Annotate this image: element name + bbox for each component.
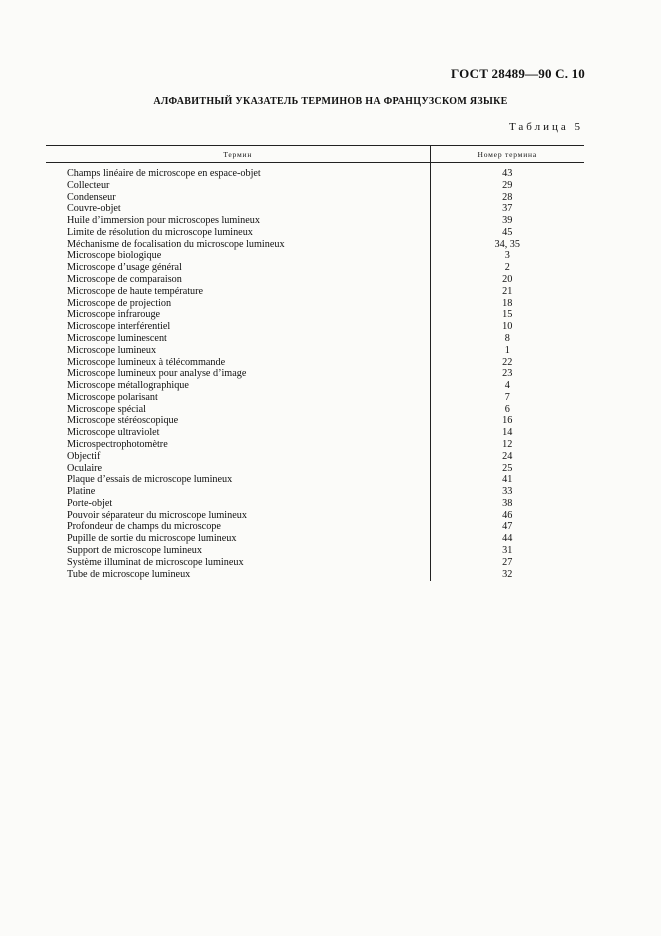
page-title: АЛФАВИТНЫЙ УКАЗАТЕЛЬ ТЕРМИНОВ НА ФРАНЦУЗСКОМ ЯЗЫКЕ xyxy=(153,96,508,107)
term-cell: Microscope polarisant xyxy=(67,391,158,403)
table-row xyxy=(46,451,584,463)
term-number-cell: 33 xyxy=(430,486,584,498)
table-row xyxy=(46,309,584,321)
term-number-cell: 22 xyxy=(430,357,584,369)
term-cell: Profondeur de champs du microscope xyxy=(67,521,221,533)
term-number-cell: 14 xyxy=(430,427,584,439)
term-cell: Objectif xyxy=(67,450,101,462)
term-number-cell: 27 xyxy=(430,557,584,569)
column-header-term: Термин xyxy=(46,146,430,163)
table-row xyxy=(46,380,584,392)
term-cell: Plaque d’essais de microscope lumineux xyxy=(67,474,233,486)
term-number-cell: 39 xyxy=(430,215,584,227)
term-cell: Tube de microscope lumineux xyxy=(67,568,191,580)
terms-table-container xyxy=(46,145,584,581)
table-row xyxy=(46,392,584,404)
term-number-cell: 15 xyxy=(430,309,584,321)
table-row xyxy=(46,203,584,215)
term-number-cell: 21 xyxy=(430,286,584,298)
term-cell: Microscope stéréoscopique xyxy=(67,415,179,427)
table-row xyxy=(46,510,584,522)
term-number-cell: 3 xyxy=(430,250,584,262)
term-cell: Microscope métallographique xyxy=(67,380,189,392)
table-row xyxy=(46,274,584,286)
term-cell: Microscope d’usage général xyxy=(67,262,182,274)
term-cell: Champs linéaire de microscope en espace-objet xyxy=(67,168,261,179)
term-number-cell: 46 xyxy=(430,510,584,522)
term-number-cell: 7 xyxy=(430,392,584,404)
term-cell: Microscope de comparaison xyxy=(67,274,182,286)
term-number-cell: 1 xyxy=(430,345,584,357)
table-row xyxy=(46,427,584,439)
table-row xyxy=(46,321,584,333)
term-cell: Système illuminat de microscope lumineux xyxy=(67,556,244,568)
term-number-cell: 20 xyxy=(430,274,584,286)
table-row xyxy=(46,250,584,262)
term-number-cell: 2 xyxy=(430,262,584,274)
table-row xyxy=(46,163,584,180)
table-row xyxy=(46,439,584,451)
term-cell: Couvre-objet xyxy=(67,203,121,215)
table-row xyxy=(46,569,584,582)
term-cell: Support de microscope lumineux xyxy=(67,545,202,556)
term-cell: Microspectrophotomètre xyxy=(67,438,168,450)
table-row xyxy=(46,239,584,251)
table-row xyxy=(46,345,584,357)
term-number-cell: 47 xyxy=(430,521,584,533)
term-cell: Oculaire xyxy=(67,462,103,474)
term-number-cell: 23 xyxy=(430,368,584,380)
term-cell: Microscope infrarouge xyxy=(67,309,161,321)
term-cell: Microscope spécial xyxy=(67,403,146,415)
table-row xyxy=(46,192,584,204)
term-number-cell: 44 xyxy=(430,533,584,545)
term-cell: Microscope ultraviolet xyxy=(67,427,160,439)
term-cell: Porte-objet xyxy=(67,497,113,509)
table-row xyxy=(46,368,584,380)
term-number-cell: 32 xyxy=(430,569,584,582)
table-caption: Таблица 5 xyxy=(508,121,583,133)
table-row xyxy=(46,557,584,569)
term-cell: Microscope lumineux pour analyse d’image xyxy=(67,368,247,380)
table-row xyxy=(46,463,584,475)
table-row xyxy=(46,545,584,557)
table-row xyxy=(46,474,584,486)
column-header-number: Номер термина xyxy=(430,146,584,163)
table-row xyxy=(46,404,584,416)
term-number-cell: 38 xyxy=(430,498,584,510)
term-number-cell: 18 xyxy=(430,298,584,310)
term-cell: Microscope lumineux à télécommande xyxy=(67,356,226,368)
table-row xyxy=(46,215,584,227)
term-number-cell: 45 xyxy=(430,227,584,239)
table-row xyxy=(46,521,584,533)
term-number-cell: 24 xyxy=(430,451,584,463)
table-row xyxy=(46,533,584,545)
term-number-cell: 4 xyxy=(430,380,584,392)
term-cell: Platine xyxy=(67,486,96,498)
table-row xyxy=(46,298,584,310)
term-cell: Microscope interférentiel xyxy=(67,321,171,333)
table-row xyxy=(46,357,584,369)
term-number-cell: 10 xyxy=(430,321,584,333)
term-number-cell: 6 xyxy=(430,404,584,416)
table-row xyxy=(46,498,584,510)
term-number-cell: 28 xyxy=(430,192,584,204)
term-number-cell: 31 xyxy=(430,545,584,557)
terms-table xyxy=(46,145,584,581)
term-number-cell: 29 xyxy=(430,180,584,192)
term-number-cell: 8 xyxy=(430,333,584,345)
term-cell: Microscope luminescent xyxy=(67,332,167,344)
term-number-cell: 25 xyxy=(430,463,584,475)
term-number-cell: 16 xyxy=(430,415,584,427)
term-cell: Condenseur xyxy=(67,191,116,203)
term-cell: Pouvoir séparateur du microscope lumineux xyxy=(67,509,247,521)
term-number-cell: 41 xyxy=(430,474,584,486)
page-header: ГОСТ 28489—90 С. 10 xyxy=(451,66,585,81)
table-row xyxy=(46,180,584,192)
table-header-row xyxy=(46,146,584,163)
term-number-cell: 34, 35 xyxy=(430,239,584,251)
table-row xyxy=(46,262,584,274)
term-cell: Méchanisme de focalisation du microscope lumineux xyxy=(67,238,285,250)
term-cell: Limite de résolution du microscope lumineux xyxy=(67,226,253,238)
table-row xyxy=(46,227,584,239)
term-cell: Microscope lumineux xyxy=(67,344,157,356)
term-number-cell: 43 xyxy=(430,163,584,180)
table-row xyxy=(46,415,584,427)
table-row xyxy=(46,486,584,498)
term-cell: Huile d’immersion pour microscopes lumineux xyxy=(67,215,260,227)
term-cell: Microscope de haute température xyxy=(67,285,204,297)
term-number-cell: 12 xyxy=(430,439,584,451)
term-number-cell: 37 xyxy=(430,203,584,215)
table-body xyxy=(46,163,584,582)
table-row xyxy=(46,333,584,345)
term-cell: Pupille de sortie du microscope lumineux xyxy=(67,533,237,545)
term-cell: Collecteur xyxy=(67,179,110,191)
term-cell: Microscope biologique xyxy=(67,250,162,262)
table-row xyxy=(46,286,584,298)
term-cell: Microscope de projection xyxy=(67,297,172,309)
